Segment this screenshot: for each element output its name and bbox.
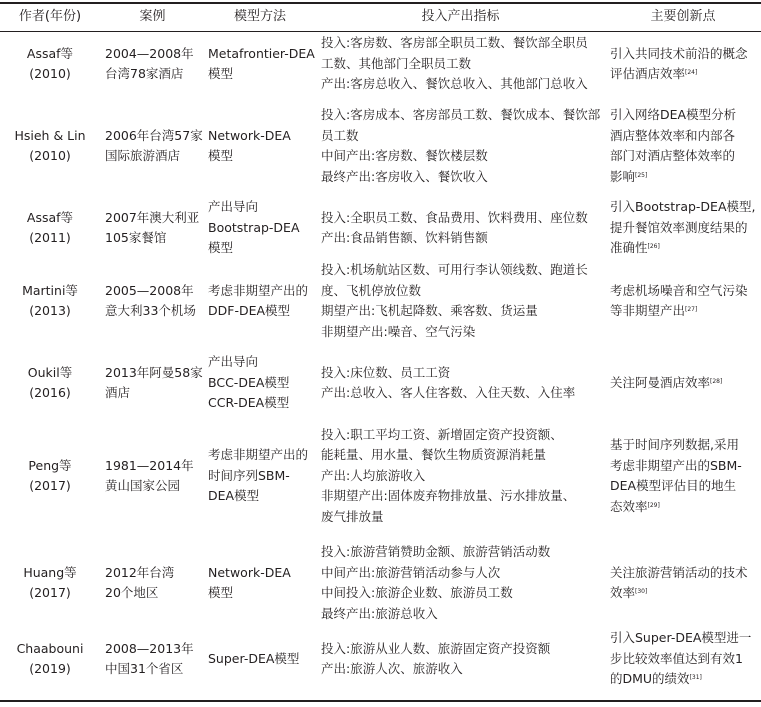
cell-line: 引入Bootstrap-DEA模型,	[610, 199, 756, 215]
cell-line: 考虑非期望产出的	[208, 447, 309, 463]
cell-line: Assaf等	[26, 45, 74, 61]
cell-line: 投入:机场航站区数、可用行李认领线数、跑道长	[321, 262, 588, 277]
cell-line: 产出导向	[208, 199, 259, 215]
citation-ref: [29]	[647, 501, 660, 509]
cell-line: 意大利33个机场	[105, 303, 196, 318]
cell-line: DDF-DEA模型	[208, 303, 291, 318]
cell-line: 的DMU的绩效[31]	[610, 671, 702, 687]
header-case: 案例	[139, 9, 166, 24]
cell-line: 模型	[208, 66, 234, 81]
cell-line: 2013年阿曼58家	[105, 364, 203, 380]
cell-line: 基于时间序列数据,采用	[610, 437, 739, 452]
cell-author	[0, 639, 100, 680]
cell-line: 态效率[29]	[610, 498, 660, 514]
cell-line: (2011)	[29, 230, 71, 245]
cell-method	[208, 44, 318, 85]
cell-line: 关注阿曼酒店效率[28]	[610, 374, 723, 390]
cell-line: (2016)	[29, 385, 71, 400]
cell-indicators	[321, 639, 606, 680]
cell-line: 酒店	[105, 385, 131, 400]
cell-case	[105, 639, 205, 680]
cell-line: CCR-DEA模型	[208, 395, 290, 411]
cell-line: 引入网络DEA模型分析	[610, 107, 737, 122]
cell-line: 考虑机场噪音和空气污染	[610, 282, 748, 298]
cell-innovation	[610, 373, 761, 394]
header-method: 模型方法	[233, 9, 286, 24]
cell-line: 投入:职工平均工资、新增固定资产投资额、	[321, 426, 563, 442]
cell-line: 员工数	[321, 127, 359, 143]
cell-innovation	[610, 435, 761, 517]
cell-method	[208, 563, 318, 604]
citation-ref: [24]	[685, 69, 698, 76]
cell-line: 中间投入:旅游企业数、旅游员工数	[321, 585, 513, 600]
cell-line: 产出:食品销售额、饮料销售额	[321, 230, 488, 245]
cell-indicators	[321, 363, 606, 404]
cell-line: 20个地区	[105, 585, 159, 600]
cell-author	[0, 281, 100, 322]
cell-line: 中间产出:旅游营销活动参与人次	[321, 564, 501, 580]
cell-line: 2004—2008年	[105, 45, 194, 61]
cell-line: Network-DEA	[208, 127, 291, 143]
header-innovation: 主要创新点	[650, 9, 716, 24]
cell-line: 产出:客房总收入、餐饮总收入、其他部门总收入	[321, 76, 588, 92]
cell-line: Super-DEA模型	[208, 650, 300, 666]
cell-line: (2017)	[29, 478, 71, 493]
cell-line: 最终产出:客房收入、餐饮收入	[321, 168, 488, 184]
cell-line: DEA模型	[208, 488, 260, 504]
cell-line: 考虑非期望产出的SBM-	[610, 457, 742, 473]
cell-line: Huang等	[23, 564, 77, 580]
cell-line: 时间序列SBM-	[208, 467, 290, 483]
cell-line: 投入:客房成本、客房部员工数、餐饮成本、餐饮部	[321, 107, 601, 122]
cell-line: 模型	[208, 148, 234, 163]
cell-indicators	[321, 208, 606, 249]
cell-line: 评估酒店效率[24]	[610, 66, 698, 81]
table-header-rule	[0, 31, 761, 32]
cell-method	[208, 649, 318, 670]
cell-line: (2010)	[29, 66, 71, 81]
cell-line: 影响[25]	[610, 168, 648, 184]
citation-ref: [26]	[647, 243, 660, 251]
cell-line: 投入:旅游从业人数、旅游固定资产投资额	[321, 640, 551, 656]
cell-case	[105, 363, 205, 404]
cell-line: 部门对酒店整体效率的	[610, 148, 736, 163]
cell-line: 等非期望产出[27]	[610, 303, 698, 318]
cell-method	[208, 126, 318, 167]
cell-line: 最终产出:旅游总收入	[321, 605, 438, 621]
cell-case	[105, 456, 205, 497]
cell-line: Bootstrap-DEA	[208, 219, 300, 235]
cell-indicators	[321, 260, 606, 342]
cell-line: Chaabouni	[16, 640, 84, 656]
cell-line: 105家餐馆	[105, 230, 167, 245]
table-top-rule	[0, 2, 761, 4]
citation-ref: [31]	[689, 674, 702, 682]
cell-line: 工数、其他部门全职员工数	[321, 55, 472, 71]
cell-line: (2013)	[29, 303, 71, 318]
cell-line: 投入:旅游营销赞助金额、旅游营销活动数	[321, 544, 551, 559]
cell-line: 准确性[26]	[610, 240, 660, 256]
cell-line: 引入共同技术前沿的概念	[610, 45, 748, 61]
cell-line: 酒店整体效率和内部各	[610, 127, 736, 143]
cell-line: Network-DEA	[208, 564, 291, 580]
cell-line: 国际旅游酒店	[105, 148, 181, 163]
cell-line: 投入:客房数、客房部全职员工数、餐饮部全职员	[321, 35, 588, 51]
cell-line: Oukil等	[27, 364, 73, 380]
cell-line: 产出:人均旅游收入	[321, 467, 426, 483]
cell-line: 效率[30]	[610, 585, 648, 600]
citation-ref: [25]	[635, 171, 648, 179]
cell-line: 模型	[208, 240, 234, 256]
citation-ref: [30]	[635, 588, 648, 595]
cell-line: 关注旅游营销活动的技术	[610, 564, 748, 580]
cell-innovation	[610, 105, 761, 187]
cell-line: 引入Super-DEA模型进一	[610, 630, 752, 646]
cell-line: 模型	[208, 585, 234, 600]
cell-line: 步比较效率值达到有效1	[610, 650, 743, 666]
table-bottom-rule	[0, 700, 761, 702]
cell-line: 非期望产出:噪音、空气污染	[321, 323, 476, 339]
cell-line: DEA模型评估目的地生	[610, 478, 737, 493]
cell-author	[0, 208, 100, 249]
cell-author	[0, 126, 100, 167]
cell-line: Assaf等	[26, 209, 74, 225]
cell-author	[0, 456, 100, 497]
cell-line: 提升餐馆效率测度结果的	[610, 219, 748, 235]
cell-author	[0, 363, 100, 404]
cell-line: 产出导向	[208, 354, 259, 370]
cell-case	[105, 208, 205, 249]
cell-line: 投入:全职员工数、食品费用、饮料费用、座位数	[321, 209, 588, 225]
cell-method	[208, 445, 318, 507]
cell-method	[208, 352, 318, 414]
cell-line: Hsieh & Lin	[14, 127, 86, 143]
cell-line: 黄山国家公园	[105, 478, 181, 493]
cell-line: Metafrontier-DEA	[208, 45, 315, 61]
cell-line: 台湾78家酒店	[105, 66, 184, 81]
cell-line: 能耗量、用水量、餐饮生物质资源消耗量	[321, 447, 547, 463]
cell-innovation	[610, 281, 761, 322]
cell-author	[0, 563, 100, 604]
cell-line: (2017)	[29, 585, 71, 600]
cell-line: 2007年澳大利亚	[105, 209, 200, 225]
cell-innovation	[610, 563, 761, 604]
cell-line: 2008—2013年	[105, 640, 194, 656]
cell-line: Martini等	[22, 282, 78, 298]
cell-indicators	[321, 542, 606, 624]
cell-line: (2019)	[29, 661, 71, 676]
cell-case	[105, 563, 205, 604]
cell-author	[0, 44, 100, 85]
cell-line: 期望产出:飞机起降数、乘客数、货运量	[321, 303, 538, 318]
cell-innovation	[610, 197, 761, 259]
cell-innovation	[610, 44, 761, 85]
cell-line: 中间产出:客房数、餐饮楼层数	[321, 148, 488, 163]
cell-line: 1981—2014年	[105, 457, 194, 473]
cell-line: 产出:旅游人次、旅游收入	[321, 661, 463, 676]
cell-line: 废气排放量	[321, 508, 384, 524]
cell-line: Peng等	[28, 457, 72, 473]
cell-line: 2005—2008年	[105, 282, 194, 298]
cell-line: 产出:总收入、客人住客数、入住天数、入住率	[321, 385, 576, 400]
cell-line: 度、飞机停放位数	[321, 282, 422, 298]
cell-case	[105, 44, 205, 85]
cell-line: 2012年台湾	[105, 564, 175, 580]
header-author: 作者(年份)	[18, 9, 82, 24]
cell-case	[105, 126, 205, 167]
cell-line: 考虑非期望产出的	[208, 282, 309, 298]
cell-indicators	[321, 105, 606, 187]
cell-line: 非期望产出:固体废弃物排放量、污水排放量、	[321, 488, 576, 504]
cell-line: 2006年台湾57家	[105, 127, 203, 143]
cell-line: BCC-DEA模型	[208, 374, 290, 390]
citation-ref: [28]	[710, 377, 723, 385]
cell-method	[208, 281, 318, 322]
cell-line: 中国31个省区	[105, 661, 184, 676]
cell-indicators	[321, 425, 606, 528]
cell-method	[208, 197, 318, 259]
cell-case	[105, 281, 205, 322]
cell-indicators	[321, 33, 606, 95]
cell-line: (2010)	[29, 148, 71, 163]
cell-innovation	[610, 628, 761, 690]
citation-ref: [27]	[685, 306, 698, 313]
header-indicators: 投入产出指标	[421, 9, 500, 24]
cell-line: 投入:床位数、员工工资	[321, 364, 451, 380]
